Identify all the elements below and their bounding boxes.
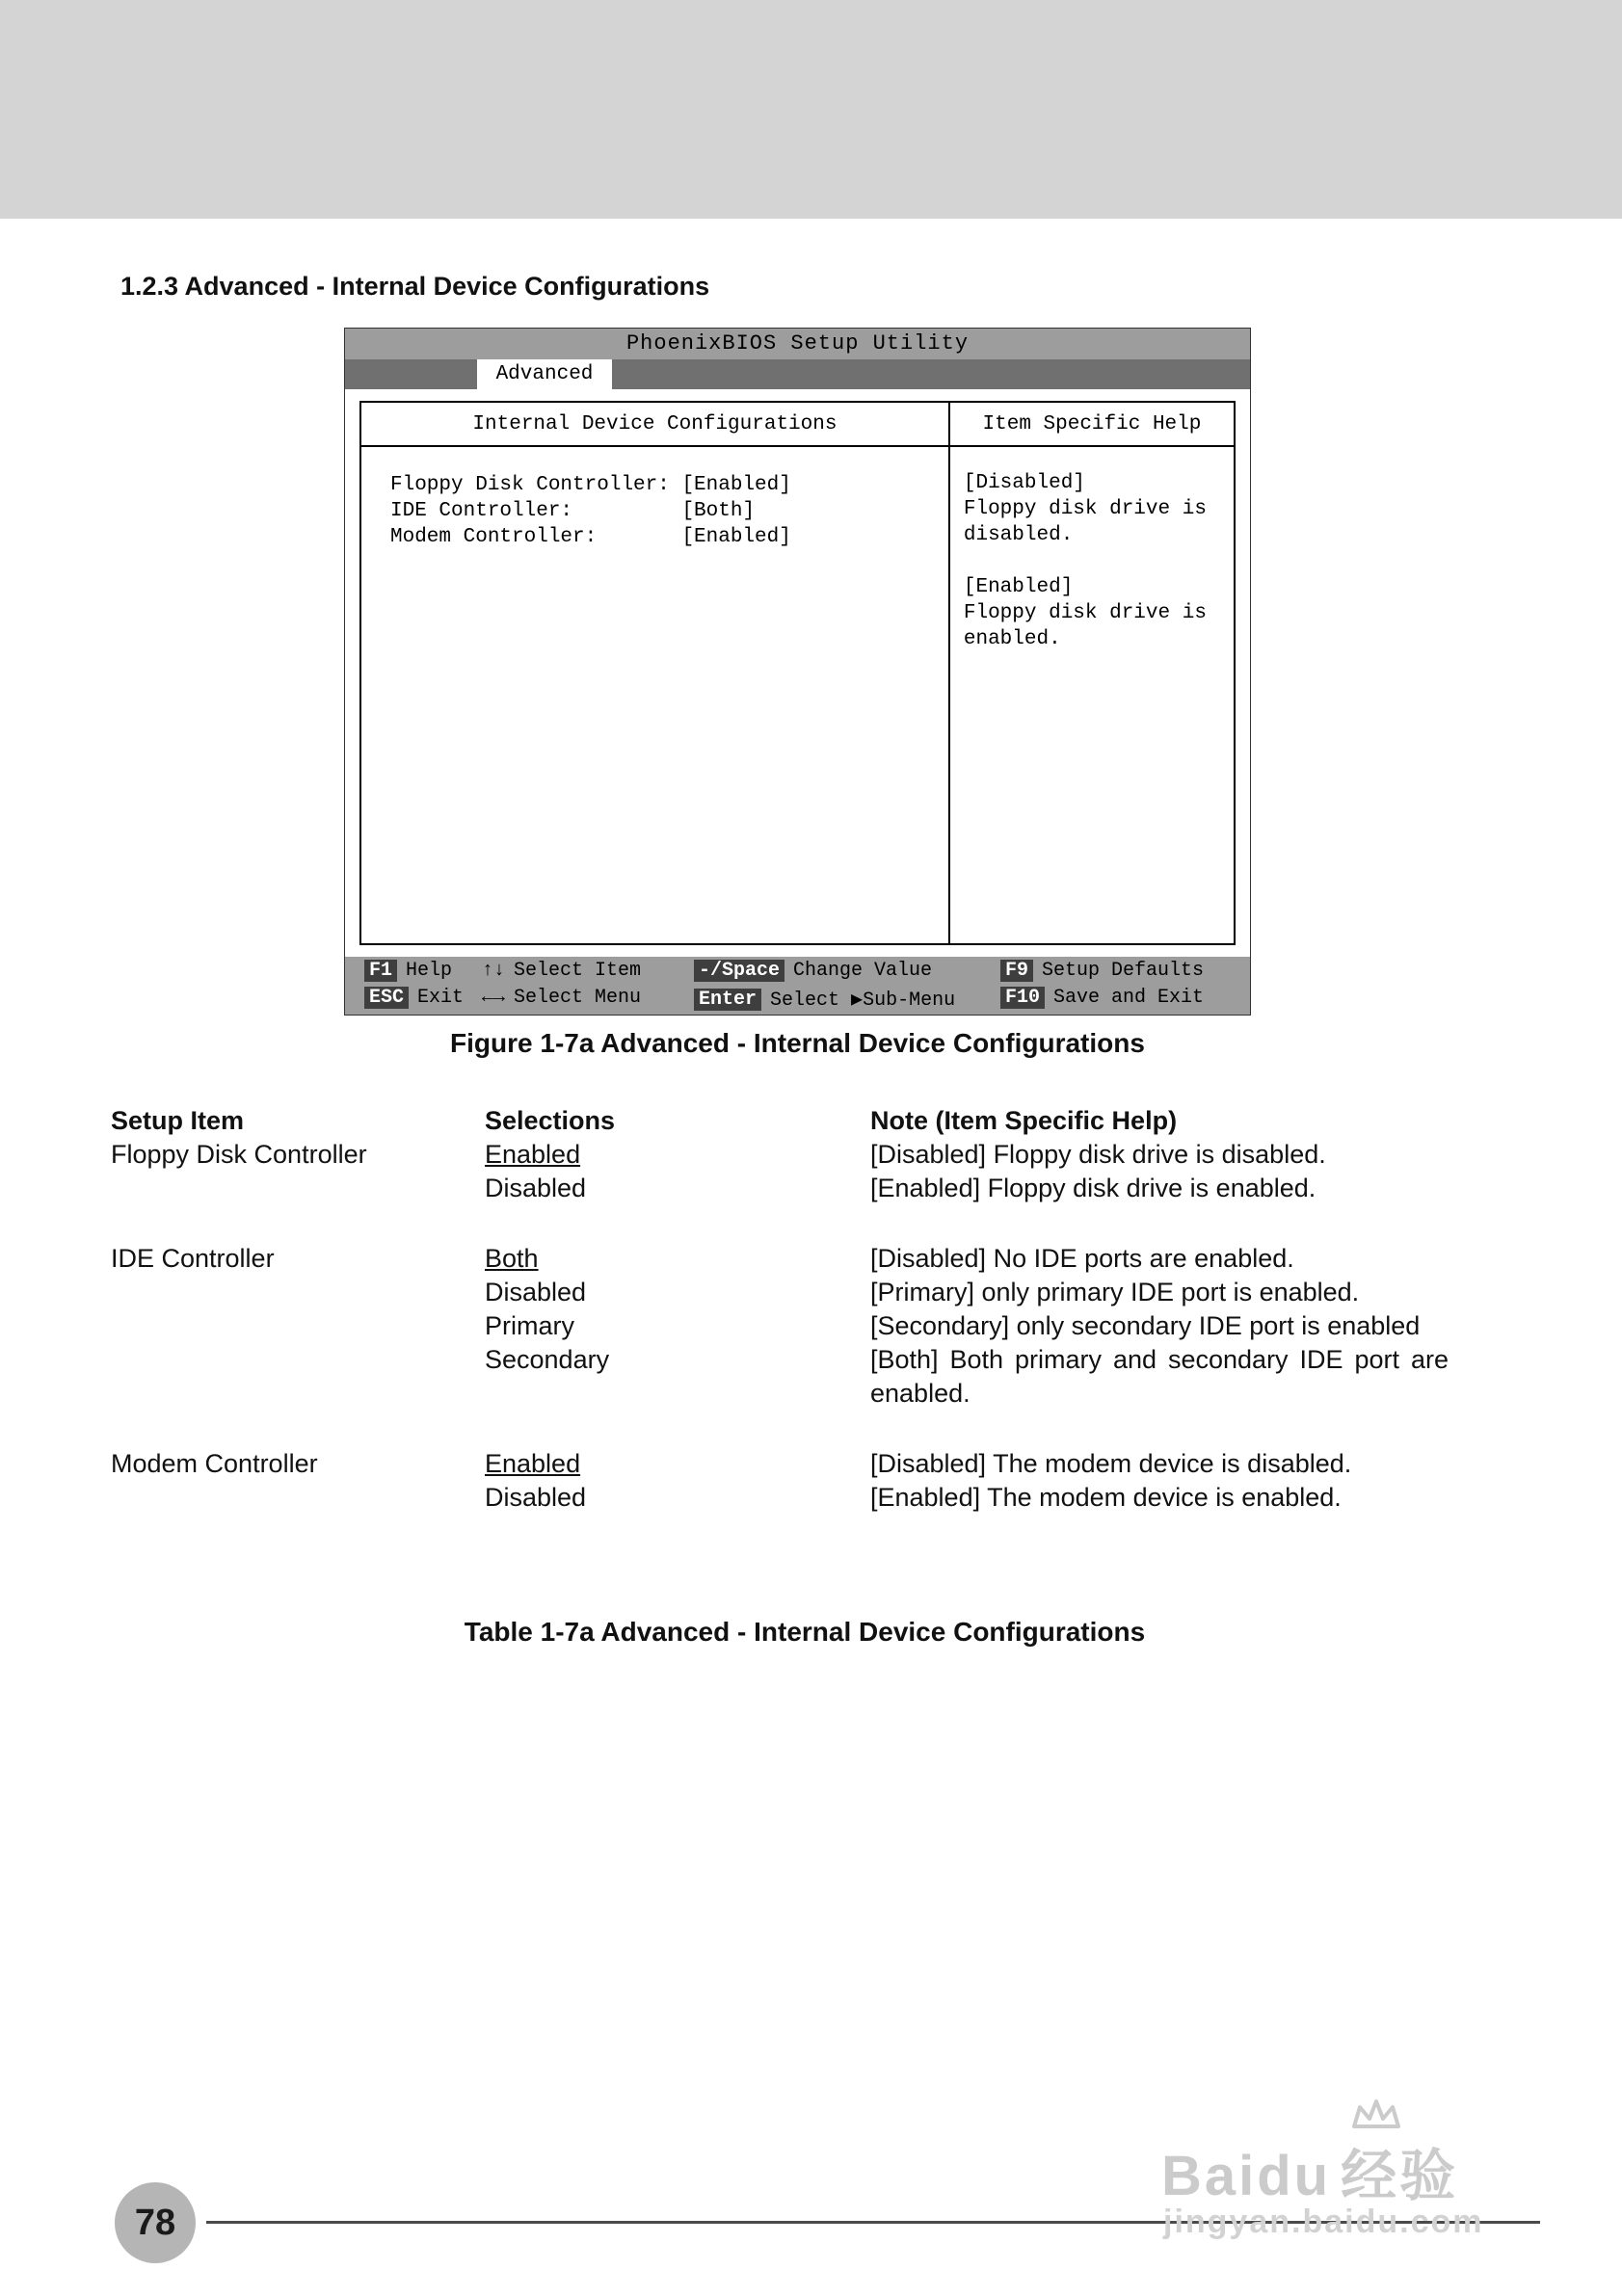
settings-list [361,447,948,550]
legend-enter [694,987,955,1012]
help-line: Floppy disk drive is [963,602,1207,624]
bios-main-area [345,389,1250,957]
header-setup-item: Setup Item [111,1106,245,1135]
key-label: Select Menu [514,987,642,1009]
spec-table [111,1104,1518,1515]
page-number-badge [115,2182,196,2263]
table-row [111,1138,1518,1205]
legend-space [694,960,932,982]
legend-updown [482,960,641,982]
help-line: disabled. [963,524,1074,546]
table-row [111,1242,1518,1411]
bios-key-legend [345,957,1250,1015]
table-header-row [111,1104,1518,1138]
key-f10: F10 [1000,987,1045,1009]
key-legend-row-1 [345,960,1250,986]
help-text [950,447,1234,652]
notes-cell [870,1447,1449,1515]
selection-option: Primary [485,1311,574,1340]
legend-f10 [1000,987,1204,1009]
note-line: [Enabled] The modem device is enabled. [870,1483,1342,1512]
bios-setting-row [390,524,948,550]
notes-cell [870,1242,1449,1411]
bios-title: PhoenixBIOS Setup Utility [345,329,1250,359]
key-label: Change Value [793,960,933,982]
menu-tab-advanced: Advanced [477,359,612,389]
section-heading: 1.2.3 Advanced - Internal Device Configurations [120,272,710,301]
baidu-watermark [1161,2096,1576,2255]
selection-option: Disabled [485,1278,587,1306]
watermark-url: jingyan.baidu.com [1163,2204,1484,2240]
key-esc: ESC [364,987,409,1009]
bios-inner-frame [359,401,1236,945]
key-label: Select ▶Sub-Menu [770,990,956,1012]
key-f1: F1 [364,960,397,982]
selection-option: Enabled [485,1449,581,1478]
setting-label: Modem Controller: [390,526,598,548]
key-label: Setup Defaults [1042,960,1205,982]
key-label: Select Item [514,960,642,982]
selections-cell [485,1447,870,1515]
selection-option: Enabled [485,1140,581,1169]
table-caption: Table 1-7a Advanced - Internal Device Configurations [464,1617,1146,1647]
setting-label: IDE Controller: [390,500,573,522]
selection-option: Disabled [485,1483,587,1512]
selection-option: Secondary [485,1345,610,1374]
note-line: [Disabled] No IDE ports are enabled. [870,1244,1294,1273]
help-line: [Enabled] [963,576,1074,598]
selections-cell [485,1242,870,1377]
key-f9: F9 [1000,960,1033,982]
key-label: Help [406,960,453,982]
legend-f1 [364,960,452,982]
setup-item-cell: Modem Controller [111,1449,318,1478]
key-label: Save and Exit [1053,987,1205,1009]
help-pane [950,403,1234,943]
help-line: Floppy disk drive is [963,498,1207,520]
bios-setting-row [390,498,948,524]
setup-item-cell: IDE Controller [111,1244,275,1273]
top-band [0,0,1622,219]
bios-setting-row [390,472,948,498]
setting-label: Floppy Disk Controller: [390,474,670,496]
note-line: [Both] Both primary and secondary IDE port are enabled. [870,1345,1449,1408]
settings-pane [361,403,950,943]
bios-screen [344,328,1251,1016]
note-line: [Disabled] Floppy disk drive is disabled. [870,1140,1326,1169]
notes-cell [870,1138,1449,1205]
page-number: 78 [134,2202,176,2243]
help-line [964,548,1234,574]
legend-f9 [1000,960,1204,982]
key-label: Exit [417,987,465,1009]
selection-option: Both [485,1244,539,1273]
up-down-arrows-icon: ↑↓ [482,960,506,982]
watermark-brand [1161,2130,1458,2211]
bios-menu-bar [345,359,1250,389]
note-line: [Secondary] only secondary IDE port is enabled [870,1311,1421,1340]
key-minus-space: -/Space [694,960,784,982]
figure-caption: Figure 1-7a Advanced - Internal Device Configurations [450,1028,1145,1058]
note-line: [Disabled] The modem device is disabled. [870,1449,1352,1478]
legend-leftright [482,987,641,1009]
legend-esc [364,987,464,1009]
left-right-arrows-icon: ←→ [482,987,506,1009]
setup-item-cell: Floppy Disk Controller [111,1140,367,1169]
key-legend-row-2 [345,987,1250,1013]
watermark-brand-en: Baidu [1161,2145,1332,2207]
setting-value: [Enabled] [681,526,791,548]
help-line: [Disabled] [963,472,1085,494]
header-selections: Selections [485,1106,616,1135]
header-note: Note (Item Specific Help) [870,1106,1178,1135]
settings-pane-header: Internal Device Configurations [361,403,948,447]
setting-value: [Both] [681,500,756,522]
setting-value: [Enabled] [681,474,791,496]
note-line: [Enabled] Floppy disk drive is enabled. [870,1174,1316,1202]
key-enter: Enter [694,989,761,1011]
note-line: [Primary] only primary IDE port is enabled. [870,1278,1360,1306]
selections-cell [485,1138,870,1205]
table-row [111,1447,1518,1515]
help-line: enabled. [963,628,1061,650]
selection-option: Disabled [485,1174,587,1202]
help-pane-header: Item Specific Help [950,403,1234,447]
watermark-brand-cn: 经验 [1341,2145,1459,2207]
